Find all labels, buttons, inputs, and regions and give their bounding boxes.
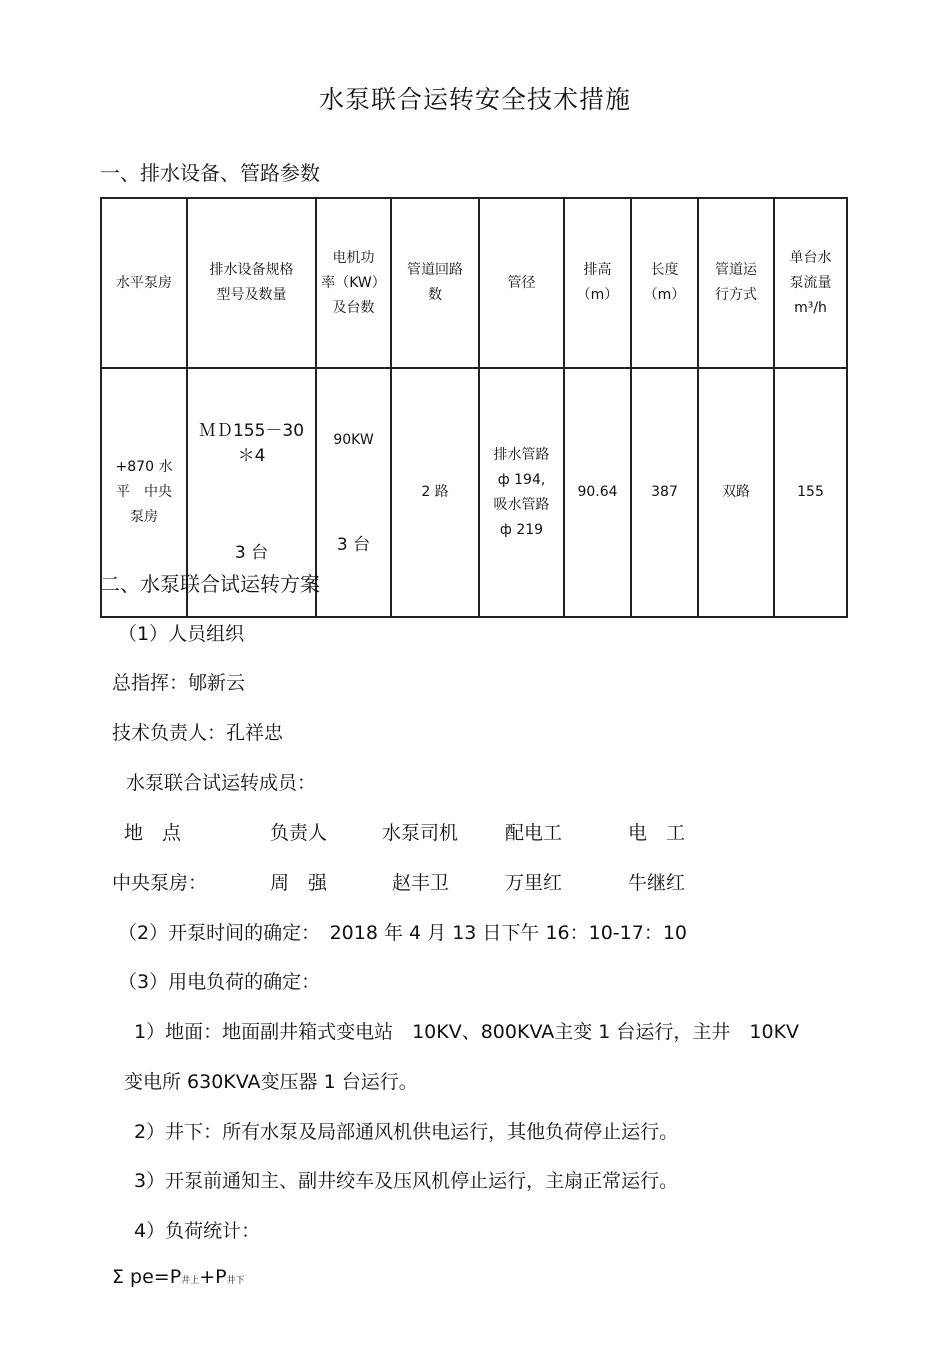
commander-line: 总指挥：郇新云	[112, 672, 246, 694]
tech-lead-line: 技术负责人：孔祥忠	[112, 722, 284, 744]
header-cell: 管道回路 数	[391, 198, 479, 368]
cell-circuits: 2 路	[391, 368, 479, 617]
model-count: 3 台	[234, 543, 269, 563]
params-table	[100, 197, 848, 618]
cell-diameter: 排水管路 ф 194, 吸水管路 ф 219	[479, 368, 564, 617]
members-header-cell: 电 工	[628, 822, 686, 844]
members-cell: 赵丰卫	[392, 872, 450, 894]
members-header-cell: 负责人	[270, 822, 328, 844]
table-header-row	[101, 198, 847, 368]
load-notify: 3）开泵前通知主、副井绞车及压风机停止运行，主扇正常运行。	[134, 1170, 679, 1192]
header-cell: 单台水 泵流量 m³/h	[774, 198, 847, 368]
header-cell: 长度 （m）	[631, 198, 698, 368]
load-stats: 4）负荷统计：	[134, 1220, 261, 1242]
load-formula	[112, 1266, 245, 1288]
members-header-cell: 水泵司机	[382, 822, 459, 844]
cell-power	[316, 368, 391, 617]
header-cell: 电机功 率（KW） 及台数	[316, 198, 391, 368]
model-spec: ＭＤ155－30 ＊4	[198, 421, 305, 466]
header-cell: 管道运 行方式	[698, 198, 774, 368]
members-title: 水泵联合试运转成员：	[126, 772, 317, 794]
item-load: （3）用电负荷的确定：	[118, 971, 321, 993]
members-cell: 中央泵房：	[112, 872, 208, 894]
power-value: 90KW	[333, 431, 374, 448]
members-header-cell: 地 点	[124, 822, 182, 844]
load-surface-line2: 变电所 630KVA变压器 1 台运行。	[124, 1071, 418, 1093]
load-surface-line1: 1）地面：地面副井箱式变电站 10KV、800KVA主变 1 台运行，主井 10KV	[134, 1021, 800, 1043]
members-cell: 万里红	[505, 872, 563, 894]
members-cell: 牛继红	[628, 872, 686, 894]
item-start-time: （2）开泵时间的确定： 2018 年 4 月 13 日下午 16：10-17：10	[118, 922, 688, 944]
cell-head: 90.64	[564, 368, 631, 617]
header-cell: 排高 （m）	[564, 198, 631, 368]
formula-main: Σ pe=P	[112, 1266, 182, 1288]
formula-plus: +P	[199, 1266, 227, 1288]
members-header-cell: 配电工	[505, 822, 563, 844]
header-cell: 管径	[479, 198, 564, 368]
cell-length: 387	[631, 368, 698, 617]
section-heading-params: 一、排水设备、管路参数	[100, 161, 320, 185]
header-cell: 排水设备规格 型号及数量	[187, 198, 316, 368]
formula-sub-surface: 井上	[181, 1276, 200, 1286]
cell-flow: 155	[774, 368, 847, 617]
members-cell: 周 强	[270, 872, 328, 894]
formula-sub-underground: 井下	[226, 1276, 245, 1286]
cell-location: +870 水 平 中央 泵房	[101, 368, 187, 617]
cell-mode: 双路	[698, 368, 774, 617]
header-cell: 水平泵房	[101, 198, 187, 368]
section-heading-plan: 二、水泵联合试运转方案	[100, 572, 320, 596]
page-title: 水泵联合运转安全技术措施	[318, 85, 631, 114]
power-count: 3 台	[336, 534, 371, 555]
item-personnel: （1）人员组织	[118, 623, 245, 645]
load-underground: 2）井下：所有水泵及局部通风机供电运行，其他负荷停止运行。	[134, 1121, 679, 1143]
